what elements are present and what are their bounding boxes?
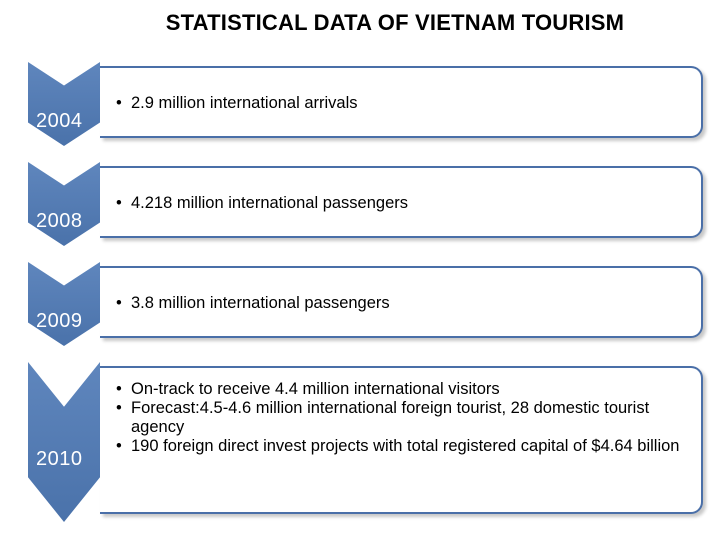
bullet-list [116,294,681,313]
timeline-row-2008 [0,162,728,246]
year-chevron [28,62,100,146]
bullet-item: • 4.218 million international passengers [116,194,409,212]
year-chevron [28,362,100,522]
bullet-list [116,194,681,213]
bullet-icon: • [116,194,122,212]
bullet-item: • 2.9 million international arrivals [116,94,358,112]
bullet-icon: • [116,294,122,312]
bullet-item: • Forecast:4.5-4.6 million international foreign tourist, 28 domestic tourist agency [116,399,650,436]
bullet-item: • 3.8 million international passengers [116,294,390,312]
timeline-row-2009 [0,262,728,346]
bullet-icon: • [116,380,122,398]
year-label: 2004 [36,110,83,132]
info-card [100,266,703,338]
timeline-row-2010 [0,362,728,522]
bullet-item: • 190 foreign direct invest projects with total registered capital of $4.64 billion [116,437,680,455]
bullet-list [116,380,681,456]
year-chevron [28,262,100,346]
info-card [100,166,703,238]
info-card [100,366,703,514]
info-card [100,66,703,138]
year-label: 2009 [36,310,83,332]
year-label: 2010 [36,448,83,470]
bullet-icon: • [116,94,122,112]
timeline-row-2004 [0,62,728,146]
bullet-list [116,94,681,113]
bullet-icon: • [116,399,122,417]
bullet-icon: • [116,437,122,455]
year-label: 2008 [36,210,83,232]
bullet-item: • On-track to receive 4.4 million international visitors [116,380,500,398]
year-chevron [28,162,100,246]
page-title: STATISTICAL DATA OF VIETNAM TOURISM [165,10,625,35]
